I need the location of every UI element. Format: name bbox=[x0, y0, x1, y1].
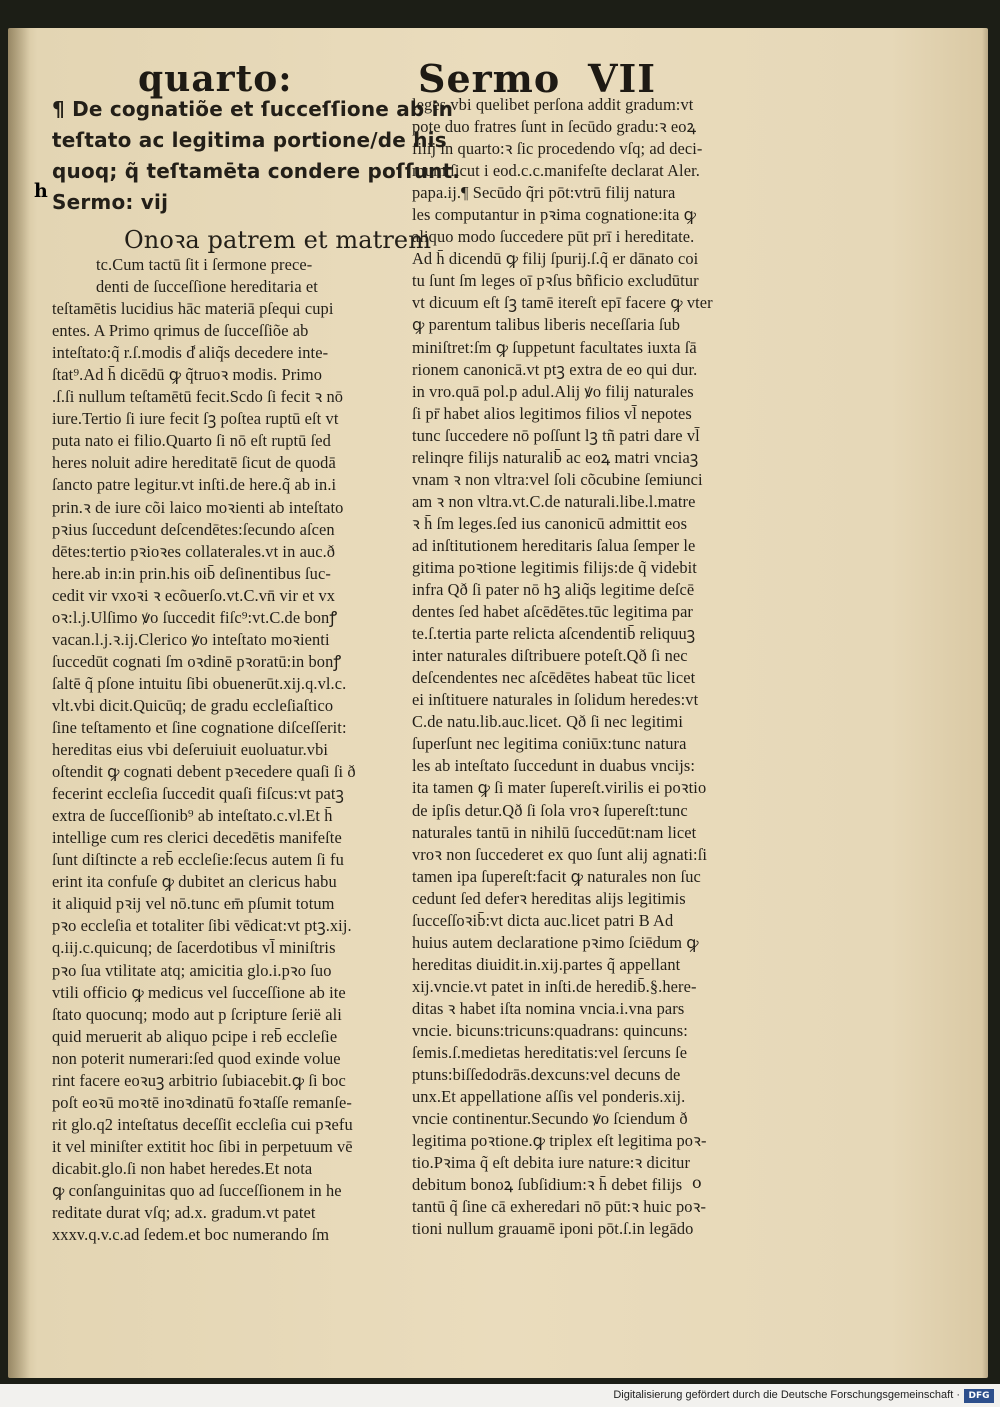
text-line: vlt.vbi dicit.Quicūq; de gradu eccleſiaſtico bbox=[52, 695, 334, 715]
text-line: ꝙ parentum talibus liberis neceſſaria ſub bbox=[412, 315, 681, 335]
text-line: infra Qð ſi pater nō hꝫ aliq̃s legitime deſcē bbox=[412, 580, 695, 600]
text-line: here.ab in:in prin.his oib̄ deſinentibus ſuc‑ bbox=[52, 563, 331, 583]
text-line: ſancto patre legitur.vt inſti.de here.q̃ ab in.i bbox=[52, 475, 337, 495]
text-line: heres noluit adire hereditatē ſicut de quodā bbox=[52, 453, 336, 473]
text-line: tc.Cum tactū ſit i ſermone prece‑ bbox=[96, 255, 313, 274]
text-line: legitima poꝛtione.ꝙ triplex eſt legitima poꝛ‑ bbox=[412, 1131, 707, 1151]
initial-letter: h bbox=[34, 180, 48, 202]
text-line: dētes:tertio pꝛioꝛes collaterales.vt in auc.ð bbox=[52, 541, 336, 561]
running-head-sermo: Sermo bbox=[418, 56, 561, 101]
right-column bbox=[412, 94, 778, 1240]
text-line: am ꝛ non vltra.vt.C.de naturali.libe.l.matre bbox=[412, 491, 696, 511]
text-line: non poterit numerari:ſed quod exinde volue bbox=[52, 1048, 341, 1068]
text-line: iure.Tertio ſi iure fecit ſꝫ poſtea ruptū eſt vt bbox=[52, 409, 339, 429]
text-line: ſtato quocunq; modo aut p ſcripture ſerië ali bbox=[52, 1004, 342, 1024]
text-line: aliquo modo ſuccedere pūt prī i hereditate. bbox=[412, 227, 695, 247]
text-line: it vel miniſter extitit hoc ſibi in perpetuum vē bbox=[52, 1136, 353, 1156]
running-head-number: VII bbox=[588, 56, 657, 101]
text-line: entes. A Primo qrimus de ſucceſſiõe ab bbox=[52, 321, 309, 341]
text-line: oſtendit ꝙ cognati debent pꝛecedere quaſi ſi ð bbox=[52, 762, 356, 782]
text-line: leges vbi quelibet perſona addit gradum:vt bbox=[412, 95, 694, 114]
text-line: dentes ſed habet aſcēdētes.tūc legitima par bbox=[412, 602, 693, 622]
text-line: Ad h̄ dicendū ꝙ filij ſpurij.ſ.q̃ er dānato coi bbox=[412, 249, 699, 269]
text-line: unx.Et appellatione aſſis vel ponderis.xij. bbox=[412, 1087, 686, 1107]
text-line: vt dicuum eſt ſꝫ tamē itereſt epī facere ꝙ vter bbox=[412, 293, 713, 313]
text-line: tantū q̃ ſine cā exheredari nō pūt:ꝛ huic poꝛ‑ bbox=[412, 1197, 707, 1217]
text-line: cedit vir vxoꝛi ꝛ ecõuerſo.vt.C.vn̄ vir et vx bbox=[52, 585, 336, 605]
text-line: vacan.l.j.ꝛ.ij.Clerico ꝟo inteſtato moꝛienti bbox=[52, 629, 330, 649]
text-line: tamen ipa ſupereſt:facit ꝙ naturales non ſuc bbox=[412, 866, 701, 886]
text-line: vncie continentur.Secundo ꝟo ſciendum ð bbox=[412, 1109, 688, 1129]
text-line: ſucceſſoꝛib̄:vt dicta auc.licet patri B Ad bbox=[412, 910, 674, 930]
text-line: les computantur in pꝛima cognatione:ita ꝙ bbox=[412, 205, 697, 225]
left-column-body bbox=[52, 254, 416, 1246]
text-line: xij.vncie.vt patet in inſti.de heredib̄.§.here‑ bbox=[412, 976, 697, 996]
text-line: hereditas diuidit.in.xij.partes q̃ appellant bbox=[412, 954, 681, 974]
text-line: ita tamen ꝙ ſi mater ſupereſt.virilis ei poꝛtio bbox=[412, 778, 707, 798]
text-line: ſemis.ſ.medietas hereditatis:vel ſercuns ſe bbox=[412, 1043, 688, 1063]
text-line: tunc ſuccedere nō poſſunt lꝫ tñ patri dare vl̄ bbox=[412, 425, 700, 445]
text-line: pote duo fratres ſunt in ſecūdo gradu:ꝛ eoꝝ bbox=[412, 117, 697, 137]
text-line: puta nato ei filio.Quarto ſi nō eſt ruptū ſed bbox=[52, 431, 331, 451]
text-line: ditas ꝛ habet iſta nomina vncia.i.vna pars bbox=[412, 998, 685, 1018]
text-line: denti de ſucceſſione hereditaria et bbox=[96, 277, 318, 297]
text-line: filij in quarto:ꝛ ſic procedendo vſq; ad deci‑ bbox=[412, 139, 703, 159]
text-line: pꝛo eccleſia et totaliter ſibi vēdicat:vt ptꝫ.xij. bbox=[52, 916, 352, 936]
text-line: les ab inteſtato ſuccedunt in duabus vncijs: bbox=[412, 756, 695, 776]
text-line: xxxv.q.v.c.ad ſedem.et boc numerando ſm bbox=[52, 1225, 330, 1245]
text-line: ſtat⁹.Ad h̄ dicēdū ꝙ q̃truoꝛ modis. Primo bbox=[52, 365, 323, 385]
text-line: de ipſis detur.Qð ſi ſola vroꝛ ſupereſt:tunc bbox=[412, 800, 688, 820]
text-line: huius autem declaratione pꝛimo ſciēdum ꝙ bbox=[412, 932, 699, 952]
text-line: mum ſicut i eod.c.c.manifeſte declarat Aler. bbox=[412, 161, 700, 181]
text-line: ptuns:biſſedodrās.dexcuns:vel decuns de bbox=[412, 1065, 681, 1085]
text-line: debitum bonoꝝ ſubſidium:ꝛ h̄ debet filijs bbox=[412, 1175, 683, 1195]
left-column bbox=[52, 94, 461, 1246]
text-line: rionem canonicā.vt ptꝫ extra de eo qui dur. bbox=[412, 359, 698, 379]
text-line: inteſtato:q̃ r.ſ.modis d̾ aliq̃s decedere inte‑ bbox=[52, 343, 329, 363]
text-line: ei inſtituere naturales in ſolidum heredes:vt bbox=[412, 690, 699, 710]
folio-mark: o bbox=[692, 1173, 702, 1192]
text-line: it aliquid pꝛij vel nō.tunc em̄ pſumit totum bbox=[52, 894, 335, 914]
text-line: rit glo.q2 inteſtatus deceſſit eccleſia cui pꝛefu bbox=[52, 1114, 353, 1134]
text-line: .ſ.ſi nullum teſtamētū fecit.Scdo ſi fecit ꝛ nō bbox=[52, 387, 344, 407]
text-line: tioni nullum grauamē iponi pōt.ſ.in legādo bbox=[412, 1219, 694, 1239]
text-line: pꝛo ſua vtilitate atq; amicitia glo.i.pꝛo ſuo bbox=[52, 960, 332, 980]
text-line: inter naturales diſtribuere poteſt.Qð ſi nec bbox=[412, 646, 688, 666]
text-line: poſt eoꝛū moꝛtē inoꝛdinatū foꝛtaſſe remanſe‑ bbox=[52, 1092, 352, 1112]
running-head-left: quarto: bbox=[138, 58, 293, 100]
text-line: vnam ꝛ non vltra:vel ſoli cõcubine ſemiunci bbox=[412, 469, 703, 489]
text-line: naturales tantū in nihilū ſuccedūt:nam licet bbox=[412, 822, 697, 842]
page-edge bbox=[982, 28, 988, 1378]
text-line: tio.Pꝛima q̃ eſt debita iure nature:ꝛ dicitur bbox=[412, 1153, 691, 1173]
opening-verse: Onoꝛa patrem et matrem bbox=[124, 226, 432, 254]
chapter-heading-line: ¶ De cognatiõe et ſucceſſione ab in bbox=[52, 97, 454, 121]
text-line: q.iij.c.quicunq; de ſacerdotibus vl̄ miniſtris bbox=[52, 938, 336, 958]
text-line: gitima poꝛtione legitimis filijs:de q̃ videbit bbox=[412, 557, 697, 577]
text-line: intellige cum res clerici decedētis manifeſte bbox=[52, 828, 342, 848]
digitization-credit: Digitalisierung gefördert durch die Deutsche Forschungsgemeinschaft · bbox=[613, 1389, 960, 1401]
chapter-heading-line: Sermo: vij bbox=[52, 190, 169, 214]
chapter-heading-line: teſtato ac legitima portione/de his bbox=[52, 128, 447, 152]
text-line: ſuperſunt nec legitima coniūx:tunc natura bbox=[412, 734, 687, 754]
text-line: extra de ſucceſſionib⁹ ab inteſtato.c.vl.Et h̄ bbox=[52, 806, 333, 826]
chapter-heading-line: quoq; q̃ teſtamēta condere poſſunt. bbox=[52, 159, 461, 183]
text-line: hereditas eius vbi deſeruiuit euoluatur.vbi bbox=[52, 740, 329, 760]
text-line: ſunt diſtincte a reb̄ eccleſie:ſecus autem ſi fu bbox=[52, 850, 344, 870]
text-line: ſi pr̄ habet alios legitimos filios vl̄ nepotes bbox=[412, 403, 692, 423]
text-line: prin.ꝛ de iure cõi laico moꝛienti ab inteſtato bbox=[52, 497, 344, 517]
text-line: tu ſunt ſm leges oī pꝛſus bñficio excludūtur bbox=[412, 271, 699, 291]
text-line: ad inſtitutionem hereditaris ſalua ſemper le bbox=[412, 535, 696, 555]
text-line: papa.ij.¶ Secūdo q̃ri pōt:vtrū filij natura bbox=[412, 183, 676, 203]
text-line: deſcendentes nec aſcēdētes habeat tūc licet bbox=[412, 668, 696, 688]
text-line: rint facere eoꝛuꝫ arbitrio ſubiacebit.ꝙ ſi boc bbox=[52, 1070, 346, 1090]
text-line: reditate durat vſq; ad.x. gradum.vt patet bbox=[52, 1203, 316, 1223]
text-line: dicabit.glo.ſi non habet heredes.Et nota bbox=[52, 1158, 313, 1178]
text-line: ꝙ conſanguinitas quo ad ſucceſſionem in he bbox=[52, 1180, 342, 1200]
text-line: teſtamētis lucidius hāc materiā pſequi cupi bbox=[52, 299, 334, 319]
text-line: vtili officio ꝙ medicus vel ſucceſſione ab ite bbox=[52, 982, 346, 1002]
text-line: ſaltē q̃ pſone intuitu ſibi obuenerūt.xij.q.vl.c. bbox=[52, 673, 347, 693]
text-line: C.de natu.lib.auc.licet. Qð ſi nec legitimi bbox=[412, 712, 684, 732]
text-line: vroꝛ non ſuccederet ex quo ſunt alij agnati:ſi bbox=[412, 844, 708, 864]
text-line: oꝛ:l.j.Ulſimo ꝟo ſuccedit fiſc⁹:vt.C.de bonꝭ bbox=[52, 607, 338, 627]
spine-shadow bbox=[8, 28, 30, 1378]
text-line: fecerint eccleſia ſuccedit quaſi fiſcus:vt patꝫ bbox=[52, 784, 345, 804]
text-line: miniſtret:ſm ꝙ ſuppetunt facultates iuxta ſā bbox=[412, 337, 697, 357]
right-column-body bbox=[412, 94, 778, 1240]
text-line: relinqre filijs naturalib̄ ac eoꝝ matri vnciaꝫ bbox=[412, 447, 699, 467]
text-line: te.ſ.tertia parte relicta aſcendentib̄ reliquuꝫ bbox=[412, 624, 696, 644]
text-line: vncie. bicuns:tricuns:quadrans: quincuns: bbox=[412, 1020, 688, 1040]
dfg-logo: DFG bbox=[964, 1389, 994, 1403]
text-line: erint ita confuſe ꝙ dubitet an clericus habu bbox=[52, 872, 337, 892]
text-line: pꝛius ſuccedunt deſcendētes:ſecundo aſcen bbox=[52, 519, 335, 539]
text-line: ſuccedūt cognati ſm oꝛdinē pꝛoratū:in bonꝭ bbox=[52, 651, 342, 671]
text-line: cedunt ſed deferꝛ hereditas alijs legitimis bbox=[412, 888, 686, 908]
text-line: ꝛ h̄ ſm leges.ſed ius canonicū admittit eos bbox=[412, 513, 688, 533]
text-line: in vro.quā pol.p adul.Alij ꝟo filij naturales bbox=[412, 381, 694, 401]
text-line: quid meruerit ab aliquo pcipe i reb̄ eccleſie bbox=[52, 1026, 338, 1046]
text-line: ſine teſtamento et ſine cognatione diſceſſerit: bbox=[52, 717, 347, 737]
